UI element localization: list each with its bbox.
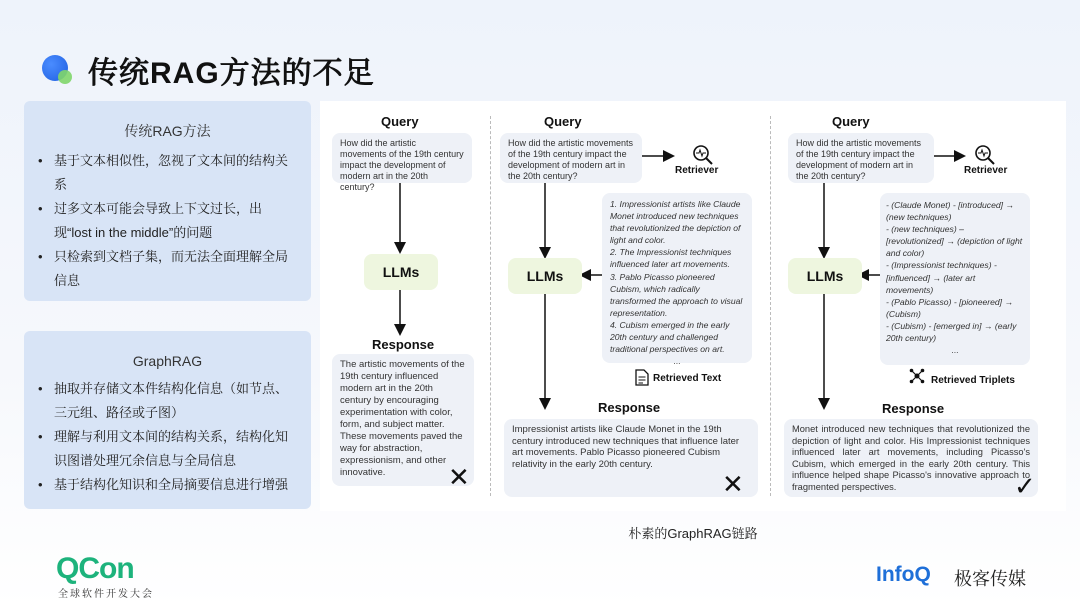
query-box: How did the artistic movements of the 19th century impact the development of modern art in the 20th century? [500,133,642,183]
geekbang-brand: 极客传媒 [954,569,1026,589]
triplet-item: - (Pablo Picasso) - [pioneered] → (Cubism) [886,296,1014,319]
diagram-caption: 朴素的GraphRAG链路 [628,526,758,541]
triplet-item: - (Claude Monet) - [introduced] → (new techniques) [886,200,1015,223]
ellipsis: ... [951,345,959,356]
llm-box: LLMs [364,254,438,290]
retrieved-text-item: 1. Impressionist artists like Claude Monet introduced new techniques that revolutionized the depiction of light and color. [610,199,741,246]
retriever-label: Retriever [964,165,1008,176]
ellipsis: ... [673,356,681,367]
bullet-list [24,377,311,497]
response-label: Response [882,401,945,416]
query-label: Query [544,114,582,129]
triplet-item: - (Cubism) - [emerged in] → (early 20th century) [886,320,1017,344]
retriever-magnifier-icon [694,146,712,164]
retrieved-text-item: 2. The Impressionist techniques influenced later art movements. [610,247,732,270]
retrieved-text-item: 3. Pablo Picasso pioneered Cubism, which radically transformed the approach to visual representation. [610,271,743,318]
bullet-list [24,149,311,293]
bullet-item: • 抽取并存储文本件结构化信息（如节点、三元组、路径或子图） [38,377,295,425]
document-icon [636,370,648,385]
traditional-rag-panel [24,101,311,301]
llm-box: LLMs [508,258,582,294]
check-icon: ✓ [1014,471,1036,501]
response-box: Impressionist artists like Claude Monet in the 19th century introduced new techniques that influence later art movements. Pablo Picasso pioneered Cubism relativity in the early 20th century. [504,419,758,497]
cross-icon: ✕ [722,469,744,499]
response-label: Response [372,337,435,352]
cross-icon: ✕ [448,462,470,492]
retriever-magnifier-icon [976,146,994,164]
query-box: How did the artistic movements of the 19th century impact the development of modern art in the 20th century? [788,133,934,183]
response-label: Response [598,400,661,415]
query-label: Query [832,114,870,129]
response-box: Monet introduced new techniques that revolutionized the depiction of light and color. His Impressionist techniques influenced later art movements, including Picasso's Cubism, which emerged in the early 20th century. This influence helped shape Picasso's innovative approach to fragmented perspectives. [784,419,1038,497]
triplet-item: - (Impressionist techniques) - [influenced] → (later art movements) [886,260,997,295]
graphrag-panel [24,331,311,509]
bullet-item: • 基于结构化知识和全局摘要信息进行增强 [38,473,295,497]
column-divider [770,116,771,496]
bullet-item: • 理解与利用文本间的结构关系，结构化知识图谱处理冗余信息与全局信息 [38,425,295,473]
query-label: Query [381,114,419,129]
retrieved-text-label: Retrieved Text [653,373,722,384]
retrieved-text-box [602,193,752,367]
title-dot-green-icon [58,70,72,84]
rag-comparison-diagram [320,101,1066,511]
llm-box: LLMs [788,258,862,294]
infoq-logo: InfoQ [876,563,931,586]
triplet-item: - (new techniques) – [revolutionized] → (depiction of light and color) [886,224,1023,259]
retrieved-triplets-box [880,193,1030,365]
query-box: How did the artistic movements of the 19th century impact the development of modern art in the 20th century? [332,133,472,183]
response-box: The artistic movements of the 19th century influenced modern art in the 20th century by encouraging experimentation with color, form, and subject matter. These movements paved the way for abstraction, expressionism, and other innovative. [332,354,474,486]
qcon-subtitle: 全球软件开发大会 [58,589,154,600]
retriever-label: Retriever [675,165,719,176]
column-divider [490,116,491,496]
qcon-logo: QCon [56,552,134,585]
retrieved-text-item: 4. Cubism emerged in the early 20th century and challenged traditional perspectives on art. [610,319,730,355]
retrieved-triplets-label: Retrieved Triplets [931,375,1015,386]
panel-heading: 传统RAG方法 [124,123,211,139]
graph-nodes-icon [910,369,925,384]
bullet-item: • 基于文本相似性，忽视了文本间的结构关系 [38,149,295,197]
bullet-item: • 过多文本可能会导致上下文过长，出现“lost in the middle”的问题 [38,197,295,245]
panel-heading: GraphRAG [132,353,203,369]
bullet-item: • 只检索到文档子集，而无法全面理解全局信息 [38,245,295,293]
page-title: 传统RAG方法的不足 [88,57,375,90]
